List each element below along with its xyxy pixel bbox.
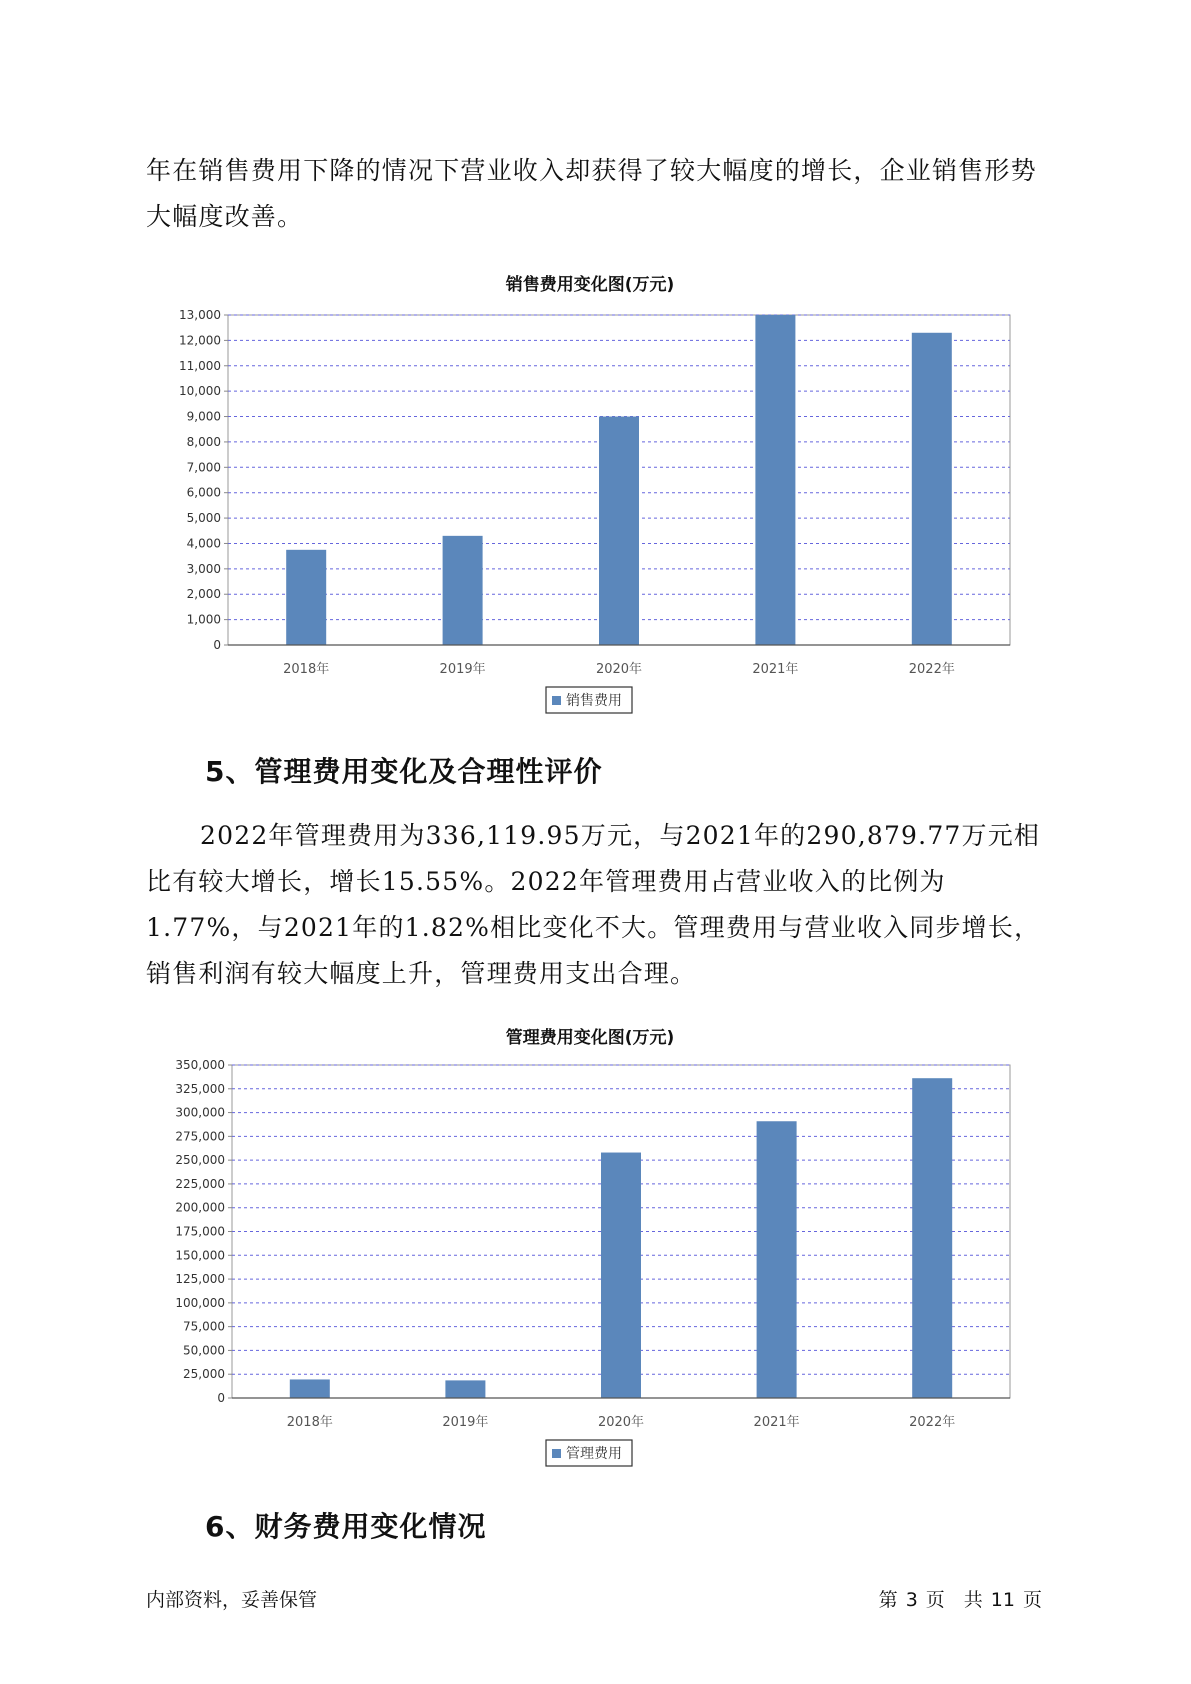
admin-ytick-label: 100,000 [175, 1295, 225, 1310]
sales-bar [755, 315, 795, 645]
page-prefix: 第 [878, 1589, 898, 1611]
admin-ytick-label: 300,000 [175, 1105, 225, 1120]
sales-expense-chart-svg [140, 262, 1020, 722]
admin-ytick-label: 225,000 [175, 1176, 225, 1191]
sales-ytick-label: 3,000 [186, 561, 221, 576]
admin-ytick-label: 250,000 [175, 1153, 225, 1168]
admin-ytick-label: 350,000 [175, 1058, 225, 1072]
footer-confidential-note: 内部资料，妥善保管 [146, 1589, 318, 1611]
page-suffix: 页 [1022, 1589, 1042, 1611]
admin-xtick-label: 2018年 [286, 1415, 333, 1430]
admin-xtick-label: 2019年 [442, 1415, 489, 1430]
admin-ytick-label: 75,000 [183, 1319, 225, 1334]
admin-expense-chart [140, 1015, 1020, 1479]
admin-ytick-label: 200,000 [175, 1200, 225, 1215]
paragraph-admin-expense: 2022年管理费用为336,119.95万元，与2021年的290,879.77万元相比有较大增长，增长15.55%。2022年管理费用占营业收入的比例为1.77%，与2021年的1.82%相比变化不大。管理费用与营业收入同步增长，销售利润有较大幅度上升，管理费用支出合理。 [146, 821, 1041, 988]
admin-bar [445, 1380, 485, 1398]
admin-ytick-label: 325,000 [175, 1081, 225, 1096]
sales-ytick-label: 4,000 [186, 536, 221, 551]
sales-ytick-label: 5,000 [186, 511, 221, 526]
admin-ytick-label: 150,000 [175, 1248, 225, 1263]
admin-legend-label: 管理费用 [566, 1446, 622, 1462]
sales-bar [912, 333, 952, 645]
admin-xtick-label: 2021年 [753, 1415, 800, 1430]
sales-bar [599, 417, 639, 645]
sales-legend-swatch [552, 696, 561, 705]
page-current: 3 [905, 1589, 918, 1611]
admin-ytick-label: 175,000 [175, 1224, 225, 1239]
sales-bar [443, 536, 483, 645]
admin-ytick-label: 275,000 [175, 1129, 225, 1144]
page-total: 11 [990, 1589, 1015, 1611]
admin-bar [601, 1153, 641, 1398]
sales-ytick-label: 7,000 [186, 460, 221, 475]
sales-xtick-label: 2021年 [752, 662, 799, 677]
sales-ytick-label: 10,000 [179, 384, 221, 399]
admin-ytick-label: 50,000 [183, 1343, 225, 1358]
sales-xtick-label: 2018年 [283, 662, 330, 677]
section-heading-6: 6、财务费用变化情况 [205, 1510, 487, 1543]
sales-bar [286, 550, 326, 645]
admin-ytick-label: 125,000 [175, 1272, 225, 1287]
sales-ytick-label: 6,000 [186, 485, 221, 500]
sales-ytick-label: 8,000 [186, 434, 221, 449]
sales-xtick-label: 2019年 [439, 662, 486, 677]
sales-xtick-label: 2022年 [908, 662, 955, 677]
sales-expense-chart [140, 262, 1020, 726]
sales-legend-label: 销售费用 [566, 693, 622, 709]
admin-ytick-label: 25,000 [183, 1367, 225, 1382]
admin-ytick-label: 0 [217, 1391, 225, 1405]
sales-ytick-label: 2,000 [186, 587, 221, 602]
admin-bar [757, 1121, 797, 1398]
sales-ytick-label: 12,000 [179, 333, 221, 348]
sales-xtick-label: 2020年 [595, 662, 643, 677]
admin-xtick-label: 2022年 [909, 1415, 956, 1430]
footer-page-number [875, 1585, 1046, 1612]
section-heading-5: 5、管理费用变化及合理性评价 [205, 755, 603, 788]
sales-ytick-label: 9,000 [186, 409, 221, 424]
admin-bar [290, 1379, 330, 1398]
sales-ytick-label: 11,000 [179, 358, 221, 373]
sales-chart-title: 销售费用变化图(万元) [505, 275, 675, 295]
sales-ytick-label: 0 [213, 638, 221, 652]
admin-chart-title: 管理费用变化图(万元) [505, 1028, 675, 1048]
page-mid: 页 共 [925, 1589, 983, 1611]
admin-expense-chart-svg [140, 1015, 1020, 1475]
sales-ytick-label: 13,000 [179, 308, 221, 322]
sales-ytick-label: 1,000 [186, 612, 221, 627]
admin-bar [912, 1078, 952, 1398]
paragraph-sales-conclusion: 年在销售费用下降的情况下营业收入却获得了较大幅度的增长，企业销售形势大幅度改善。 [146, 156, 1037, 231]
admin-legend-swatch [552, 1449, 561, 1458]
admin-xtick-label: 2020年 [597, 1415, 645, 1430]
